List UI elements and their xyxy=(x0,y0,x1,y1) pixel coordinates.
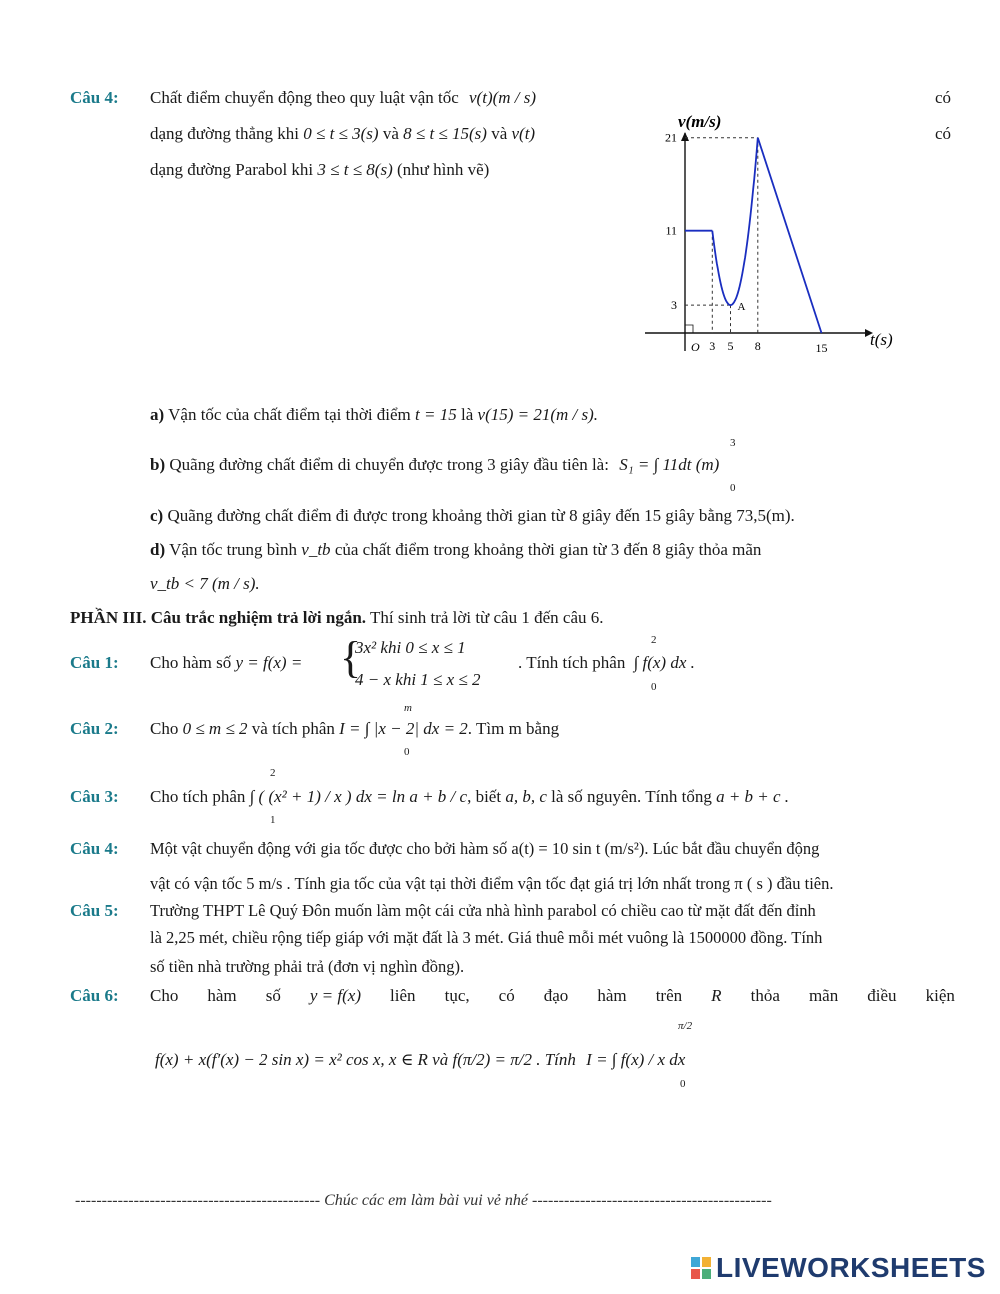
q4-line1: Chất điểm chuyển động theo quy luật vận tốc v(t)(m / s) xyxy=(150,88,537,107)
q3-lower: 1 xyxy=(270,814,276,826)
x-axis-title: t(s) xyxy=(870,330,893,349)
item-b-lower: 0 xyxy=(730,482,736,494)
q4b-line2: vật có vận tốc 5 m/s . Tính gia tốc của vật tại thời điểm vận tốc đạt giá trị lớn nhất trong π ( s ) đầu tiên. xyxy=(150,874,834,893)
liveworksheets-wordmark: LIVEWORKSHEETS xyxy=(716,1252,986,1283)
q2-lower: 0 xyxy=(404,746,410,758)
q2-text: Cho 0 ≤ m ≤ 2 và tích phân I = ∫ |x − 2| dx = 2. Tìm m bằng xyxy=(150,719,560,738)
y-axis-arrow xyxy=(681,132,689,141)
y-tick-21: 21 xyxy=(665,130,677,145)
q4-line2: dạng đường thẳng khi 0 ≤ t ≤ 3(s) và 8 ≤ t ≤ 15(s) và v(t) xyxy=(150,124,536,143)
q6-upper: π/2 xyxy=(678,1020,693,1032)
right-angle-mark xyxy=(685,325,693,333)
q3-label: Câu 3: xyxy=(70,787,119,806)
y-tick-11: 11 xyxy=(665,223,677,238)
x-tick-5: 5 xyxy=(727,339,734,353)
part3-heading: PHẦN III. Câu trắc nghiệm trả lời ngắn. Thí sinh trả lời từ câu 1 đến câu 6. xyxy=(70,608,604,627)
liveworksheets-icon xyxy=(690,1255,712,1281)
x-tick-8: 8 xyxy=(754,339,761,353)
q6-line1: Cho hàm số y = f(x) liên tục, có đạo hàm trên R thỏa mãn điều kiện xyxy=(150,986,955,1005)
q5-line1: Trường THPT Lê Quý Đôn muốn làm một cái cửa nhà hình parabol có chiều cao từ mặt đất đến đỉnh xyxy=(150,901,816,920)
q5-label: Câu 5: xyxy=(70,901,119,920)
item-d: d) Vận tốc trung bình v_tb của chất điểm trong khoảng thời gian từ 3 đến 8 giây thỏa mãn xyxy=(150,540,762,559)
liveworksheets-logo xyxy=(690,1252,986,1284)
item-d-line2: v_tb < 7 (m / s). xyxy=(150,574,260,593)
q1-pre: Cho hàm số y = f(x) = xyxy=(150,653,303,672)
q2-label: Câu 2: xyxy=(70,719,119,738)
q4-co-2: có xyxy=(935,124,952,143)
footer-message: ---------------------------------------------- Chúc các em làm bài vui vẻ nhé --------------------------------------------- xyxy=(75,1192,772,1209)
origin-label: O xyxy=(691,340,700,354)
q4b-label: Câu 4: xyxy=(70,839,119,858)
x-tick-3: 3 xyxy=(709,339,716,353)
q4-co-1: có xyxy=(935,88,952,107)
q4-label: Câu 4: xyxy=(70,88,119,107)
q1-lower: 0 xyxy=(651,681,657,693)
q5-line2: là 2,25 mét, chiều rộng tiếp giáp với mặt đất là 3 mét. Giá thuê mỗi mét vuông là 1500000 đồng. Tính xyxy=(150,928,823,947)
q2-upper: m xyxy=(404,702,412,714)
y-tick-3: 3 xyxy=(671,298,677,313)
y-axis-title: v(m/s) xyxy=(678,112,722,131)
point-a-label: A xyxy=(737,301,746,314)
x-tick-15: 15 xyxy=(815,341,828,355)
segment-parabola xyxy=(712,138,758,305)
q4-line3: dạng đường Parabol khi 3 ≤ t ≤ 8(s) (như hình vẽ) xyxy=(150,160,490,179)
item-b-upper: 3 xyxy=(730,437,736,449)
q1-label: Câu 1: xyxy=(70,653,119,672)
q6-line2: f(x) + x(f′(x) − 2 sin x) = x² cos x, x ∈ R và f(π/2) = π/2 . Tính I = ∫ f(x) / x dx xyxy=(155,1050,686,1069)
q3-text: Cho tích phân ∫ ( (x² + 1) / x ) dx = ln a + b / c, biết a, b, c là số nguyên. Tính tổng a + b + c . xyxy=(150,787,790,806)
q6-lower: 0 xyxy=(680,1078,686,1090)
q1-brace: { xyxy=(340,633,362,682)
q4b-line1: Một vật chuyển động với gia tốc được cho bởi hàm số a(t) = 10 sin t (m/s²). Lúc bắt đầu chuyển động xyxy=(150,839,820,858)
q6-label: Câu 6: xyxy=(70,986,119,1005)
q1-case2: 4 − x khi 1 ≤ x ≤ 2 xyxy=(355,670,481,689)
item-c: c) Quãng đường chất điểm đi được trong khoảng thời gian từ 8 giây đến 15 giây bằng 73,5(m). xyxy=(150,506,795,525)
item-a: a) Vận tốc của chất điểm tại thời điểm t = 15 là v(15) = 21(m / s). xyxy=(150,405,599,424)
item-b: b) Quãng đường chất điểm di chuyển được trong 3 giây đầu tiên là: S₁ = ∫ 11dt (m) xyxy=(150,455,720,474)
q1-upper: 2 xyxy=(651,634,657,646)
q5-line3: số tiền nhà trường phải trả (đơn vị nghìn đồng). xyxy=(150,957,465,976)
q3-upper: 2 xyxy=(270,767,276,779)
q1-post: . Tính tích phân ∫ f(x) dx . xyxy=(518,653,695,672)
segment-decreasing xyxy=(758,138,822,333)
q1-case1: 3x² khi 0 ≤ x ≤ 1 xyxy=(355,638,466,657)
velocity-chart xyxy=(640,105,920,360)
